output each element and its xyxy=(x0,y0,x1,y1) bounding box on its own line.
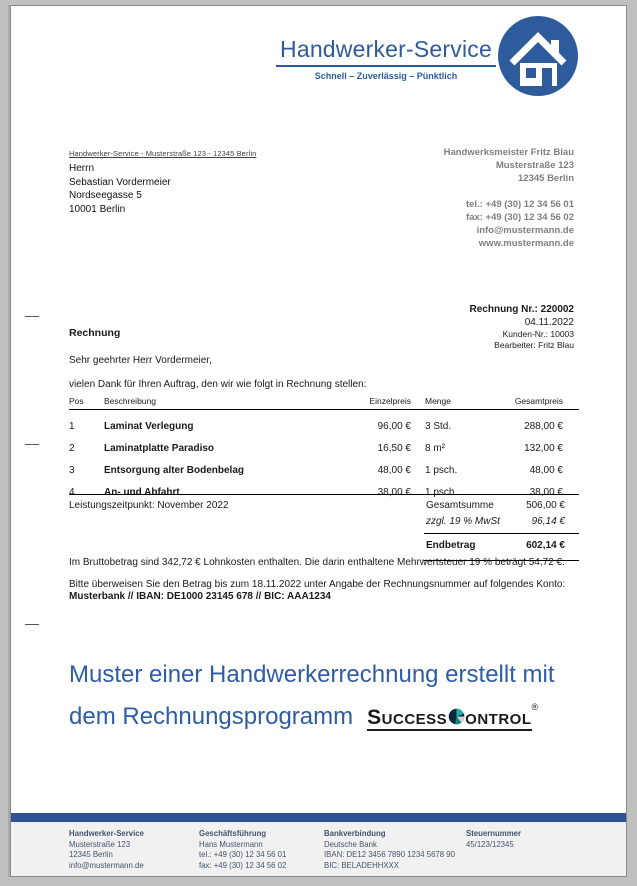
table-row xyxy=(69,432,579,454)
subtotal-label: Gesamtsumme xyxy=(426,500,494,511)
header-pos: Pos xyxy=(69,396,104,410)
recipient-name: Sebastian Vordermeier xyxy=(69,176,171,188)
header-quantity: Menge xyxy=(411,396,479,410)
promo-line2: dem Rechnungsprogramm Success ontrol® xyxy=(69,691,589,733)
footer-company-column: Handwerker-Service Musterstraße 123 12345 Berlin info@mustermann.de xyxy=(69,829,144,870)
footer-management-column: Geschäftsführung Hans Mustermann tel.: +49 (30) 12 34 56 01 fax: +49 (30) 12 34 56 02 xyxy=(199,829,287,870)
cell-description: Laminat Verlegung xyxy=(104,421,194,432)
company-city: 12345 Berlin xyxy=(518,173,574,184)
vat-label: zzgl. 19 % MwSt xyxy=(426,516,500,527)
brand-header xyxy=(246,36,526,81)
cell-quantity: 1 psch. xyxy=(425,465,458,476)
cell-quantity: 1 psch. xyxy=(425,487,458,498)
bank-details: Musterbank // IBAN: DE1000 23145 678 // BIC: AAA1234 xyxy=(69,590,331,602)
grand-total-label: Endbetrag xyxy=(426,540,476,551)
company-name: Handwerksmeister Fritz Blau xyxy=(443,147,574,158)
cell-pos: 1 xyxy=(69,421,75,432)
cell-quantity: 3 Std. xyxy=(425,421,452,432)
cell-description: Laminatplatte Paradiso xyxy=(104,443,215,454)
house-logo-icon xyxy=(498,16,578,96)
brand-tagline: Schnell – Zuverlässig – Pünktlich xyxy=(314,71,458,81)
brand-title: Handwerker-Service xyxy=(276,36,496,67)
cell-total: 132,00 € xyxy=(524,443,563,454)
footer xyxy=(11,822,627,877)
fold-mark xyxy=(25,316,39,317)
customer-number: Kunden-Nr.: 10003 xyxy=(502,329,574,339)
subtotal-row xyxy=(424,498,579,514)
grand-total-value: 602,14 € xyxy=(526,540,565,551)
promo-text xyxy=(69,658,589,733)
cell-description: Entsorgung alter Bodenbelag xyxy=(104,465,245,476)
company-email: info@mustermann.de xyxy=(476,225,574,236)
cell-unit-price: 96,00 € xyxy=(377,421,411,432)
line-items-table xyxy=(69,396,579,498)
totals-box xyxy=(424,498,579,561)
invoice-date: 04.11.2022 xyxy=(524,317,574,328)
company-fax: fax: +49 (30) 12 34 56 02 xyxy=(465,212,574,223)
table-bottom-rule xyxy=(69,494,579,495)
cell-pos: 2 xyxy=(69,443,75,454)
grand-total-row xyxy=(424,534,579,557)
company-web: www.mustermann.de xyxy=(478,238,574,249)
pie-chart-icon xyxy=(448,708,465,725)
table-row xyxy=(69,410,579,433)
cell-description: An- und Abfahrt xyxy=(104,487,180,498)
sender-return-address: Handwerker-Service - Musterstraße 123 - 12345 Berlin xyxy=(69,149,257,158)
footer-bank-column: Bankverbindung Deutsche Bank IBAN: DE12 3456 7890 1234 5678 90 BIC: BELADEHHXXX xyxy=(324,829,455,870)
vat-row xyxy=(424,514,579,530)
header-unit-price: Einzelpreis xyxy=(326,396,411,410)
letter-intro: vielen Dank für Ihren Auftrag, den wir wie folgt in Rechnung stellen: xyxy=(69,379,367,390)
subtotal-value: 506,00 € xyxy=(526,500,565,511)
company-street: Musterstraße 123 xyxy=(495,160,574,171)
fold-mark xyxy=(25,444,39,445)
fold-mark xyxy=(25,624,39,625)
invoice-page xyxy=(10,5,627,877)
cell-total: 48,00 € xyxy=(529,465,563,476)
invoice-number: Rechnung Nr.: 220002 xyxy=(469,304,574,315)
letter-salutation: Sehr geehrter Herr Vordermeier, xyxy=(69,355,212,366)
payment-note xyxy=(69,579,589,602)
recipient-street: Nordseegasse 5 xyxy=(69,190,142,201)
cell-unit-price: 48,00 € xyxy=(377,465,411,476)
cell-unit-price: 16,50 € xyxy=(377,443,411,454)
table-row xyxy=(69,454,579,476)
footer-accent-bar xyxy=(11,813,627,822)
recipient-address xyxy=(69,162,171,216)
cell-pos: 4 xyxy=(69,487,75,498)
vat-value: 96,14 € xyxy=(531,516,565,527)
promo-line1: Muster einer Handwerkerrechnung erstellt mit xyxy=(69,661,555,688)
cell-quantity: 8 m² xyxy=(425,443,445,454)
header-description: Beschreibung xyxy=(104,396,326,410)
invoice-agent: Bearbeiter: Fritz Blau xyxy=(494,339,574,350)
invoice-meta-block xyxy=(470,303,574,350)
payment-instruction: Bitte überweisen Sie den Betrag bis zum 18.11.2022 unter Angabe der Rechnungsnummer auf folgendes Konto: xyxy=(69,579,566,590)
letter-heading: Rechnung xyxy=(69,327,121,339)
recipient-city: 10001 Berlin xyxy=(69,203,126,215)
cell-pos: 3 xyxy=(69,465,75,476)
company-contact-block xyxy=(444,146,574,250)
header-total: Gesamtpreis xyxy=(479,396,579,410)
cell-unit-price: 38,00 € xyxy=(377,487,411,498)
registered-trademark: ® xyxy=(531,702,539,712)
recipient-salutation: Herrn xyxy=(69,163,95,174)
cell-total: 38,00 € xyxy=(529,487,563,498)
table-header-row xyxy=(69,396,579,410)
footer-tax-column: Steuernummer 45/123/12345 xyxy=(466,829,522,849)
service-period: Leistungszeitpunkt: November 2022 xyxy=(69,500,229,511)
successcontrol-logo: Success ontrol® xyxy=(367,702,539,729)
company-tel: tel.: +49 (30) 12 34 56 01 xyxy=(465,199,574,210)
cell-total: 288,00 € xyxy=(524,421,563,432)
labor-cost-note: Im Bruttobetrag sind 342,72 € Lohnkosten enthalten. Die darin enthaltene Mehrwertsteuer 19 % beträgt 54,72 €. xyxy=(69,557,565,568)
